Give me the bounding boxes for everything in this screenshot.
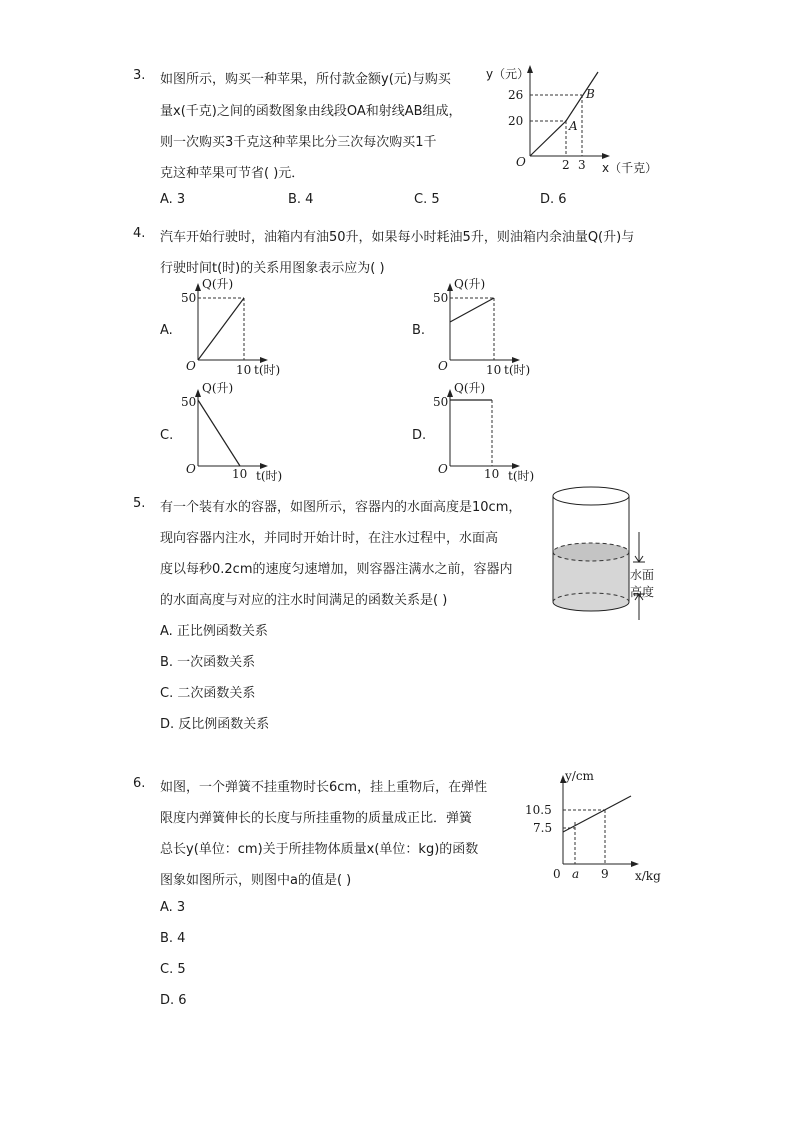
q4a-x-label: t(时)	[254, 363, 281, 377]
q4a-ytick: 50	[181, 291, 197, 305]
q4c-origin: O	[186, 462, 196, 476]
q5-option-b[interactable]: B. 一次函数关系	[160, 655, 256, 670]
q6-text-line2: 限度内弹簧伸长的长度与所挂重物的质量成正比．弹簧	[160, 811, 473, 826]
q5-text-line2: 现向容器内注水，并同时开始计时，在注水过程中，水面高	[160, 531, 499, 546]
q3-number: 3.	[133, 68, 146, 83]
q4c-xtick: 10	[232, 467, 248, 481]
q6-x-label: x/kg	[635, 869, 661, 883]
q4d-ytick: 50	[433, 395, 449, 409]
q5-cylinder-top	[553, 487, 629, 505]
q3-origin: O	[516, 155, 526, 169]
q3-x-label: x（千克）	[602, 161, 658, 175]
q6-option-b[interactable]: B. 4	[160, 931, 186, 946]
q3-point-a: A	[569, 119, 578, 133]
q4-option-d[interactable]: D.	[412, 428, 427, 443]
q3-graph	[478, 60, 668, 180]
q6-graph	[515, 766, 665, 886]
q6-y-label: y/cm	[565, 769, 594, 783]
q6-text-line1: 如图，一个弹簧不挂重物时长6cm，挂上重物后，在弹性	[160, 780, 488, 795]
q6-function-line	[563, 796, 631, 832]
q6-text-line3: 总长y(单位：cm)关于所挂物体质量x(单位：kg)的函数	[160, 842, 479, 857]
q3-ytick-20: 20	[508, 114, 524, 128]
q4a-xtick: 10	[236, 363, 252, 377]
q4b-function-line	[450, 298, 494, 322]
q4-text-line2: 行驶时间t(时)的关系用图象表示应为( )	[160, 261, 385, 276]
q4-graph-c	[178, 380, 288, 484]
q4d-x-label: t(时)	[508, 469, 535, 483]
q3-function-line	[530, 72, 598, 156]
q4c-ytick: 50	[181, 395, 197, 409]
q6-option-d[interactable]: D. 6	[160, 993, 187, 1008]
q6-xtick-a: a	[572, 867, 580, 881]
q3-xtick-2: 2	[562, 158, 570, 172]
q4d-origin: O	[438, 462, 448, 476]
q3-point-b: B	[586, 87, 595, 101]
q6-option-a[interactable]: A. 3	[160, 900, 186, 915]
q3-option-b[interactable]: B. 4	[288, 192, 314, 207]
q4b-xtick: 10	[486, 363, 502, 377]
q4a-y-label: Q(升)	[202, 277, 234, 291]
q5-number: 5.	[133, 496, 146, 511]
q4c-function-line	[198, 400, 240, 466]
q5-option-d[interactable]: D. 反比例函数关系	[160, 717, 270, 732]
q5-container-figure	[545, 482, 670, 627]
q5-text-line1: 有一个装有水的容器，如图所示，容器内的水面高度是10cm，	[160, 500, 522, 515]
q6-ytick-7-5: 7.5	[533, 821, 553, 835]
q5-text-line3: 度以每秒0.2cm的速度匀速增加，则容器注满水之前，容器内	[160, 562, 513, 577]
q6-text-line4: 图象如图所示，则图中a的值是( )	[160, 873, 352, 888]
q4a-origin: O	[186, 359, 196, 373]
q4-option-a[interactable]: A.	[160, 323, 173, 338]
q3-text-line4: 克这种苹果可节省( )元．	[160, 166, 305, 181]
q3-x-arrow	[602, 153, 610, 159]
q6-ytick-10-5: 10.5	[525, 803, 552, 817]
q5-text-line4: 的水面高度与对应的注水时间满足的函数关系是( )	[160, 593, 448, 608]
q3-xtick-3: 3	[578, 158, 586, 172]
q6-xtick-9: 9	[601, 867, 609, 881]
q6-origin: 0	[553, 867, 561, 881]
q6-number: 6.	[133, 776, 146, 791]
q4-text-line1: 汽车开始行驶时，油箱内有油50升，如果每小时耗油5升，则油箱内余油量Q(升)与	[160, 230, 635, 245]
q4b-origin: O	[438, 359, 448, 373]
q4c-y-label: Q(升)	[202, 381, 234, 395]
q4a-function-line	[198, 298, 244, 360]
q3-y-label: y（元）	[486, 67, 530, 81]
q4-graph-d	[430, 380, 540, 484]
q4c-x-label: t(时)	[256, 469, 283, 483]
q4-option-c[interactable]: C.	[160, 428, 174, 443]
q4b-y-label: Q(升)	[454, 277, 486, 291]
q4b-ytick: 50	[433, 291, 449, 305]
q3-option-c[interactable]: C. 5	[414, 192, 440, 207]
q5-height-label-2: 高度	[630, 585, 655, 599]
q3-text-line3: 则一次购买3千克这种苹果比分三次每次购买1千	[160, 135, 437, 150]
q5-option-a[interactable]: A. 正比例函数关系	[160, 624, 268, 639]
q3-text-line1: 如图所示，购买一种苹果，所付款金额y(元)与购买	[160, 72, 451, 87]
q5-option-c[interactable]: C. 二次函数关系	[160, 686, 256, 701]
q5-height-label-1: 水面	[630, 568, 655, 582]
q3-option-d[interactable]: D. 6	[540, 192, 567, 207]
q4-number: 4.	[133, 226, 146, 241]
q3-text-line2: 量x(千克)之间的函数图象由线段OA和射线AB组成，	[160, 104, 462, 119]
q4-option-b[interactable]: B.	[412, 323, 426, 338]
q3-option-a[interactable]: A. 3	[160, 192, 186, 207]
q4b-x-label: t(时)	[504, 363, 531, 377]
q6-option-c[interactable]: C. 5	[160, 962, 186, 977]
q3-ytick-26: 26	[508, 88, 524, 102]
q5-water-surface	[553, 543, 629, 561]
q4d-y-label: Q(升)	[454, 381, 486, 395]
q4d-xtick: 10	[484, 467, 500, 481]
q4-graph-b	[430, 274, 540, 378]
q4-graph-a	[178, 274, 288, 378]
